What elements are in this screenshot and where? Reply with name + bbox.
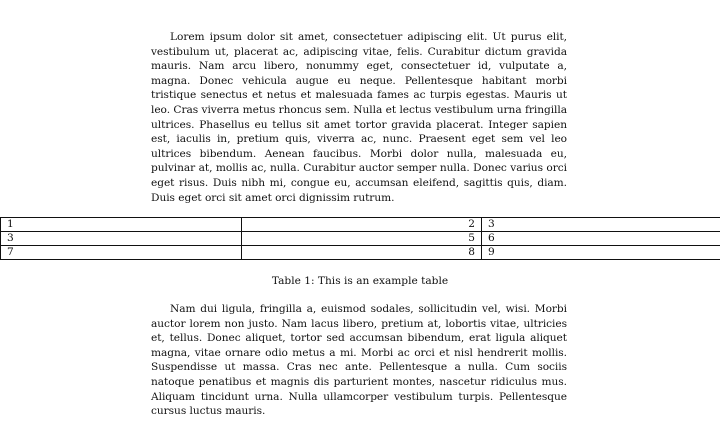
table-cell: 1: [1, 218, 242, 232]
table-cell: 5: [242, 232, 482, 246]
body-paragraph-1-text: Lorem ipsum dolor sit amet, consectetuer adipiscing elit. Ut purus elit, vestibulum ut, placerat ac, adipiscing vitae, felis. Curabitur dictum gravida mauris. Nam arcu libero, nonummy eget, consectetuer id, vulputate a, magna. Donec vehicula augue eu neque. Pellentesque habitant morbi tristique senectus et netus et malesuada fames ac turpis egestas. Mauris ut leo. Cras viverra metus rhoncus sem. Nulla et lectus vestibulum urna fringilla ultrices. Phasellus eu tellus sit amet tortor gravida placerat. Integer sapien est, iaculis in, pretium quis, viverra ac, nunc. Praesent eget sem vel leo ultrices bibendum. Aenean faucibus. Morbi dolor nulla, malesuada eu, pulvinar at, mollis ac, nulla. Curabitur auctor semper nulla. Donec varius orci eget risus. Duis nibh mi, congue eu, accumsan eleifend, sagittis quis, diam. Duis eget orci sit amet orci dignissim rutrum.: [151, 31, 567, 204]
table-cell: 2: [242, 218, 482, 232]
table-caption: Table 1: This is an example table: [271, 275, 449, 287]
table-cell: 8: [242, 246, 482, 260]
table-cell: 3: [1, 232, 242, 246]
table-cell: 7: [1, 246, 242, 260]
body-paragraph-1: [151, 30, 567, 205]
table-cell: 3: [482, 218, 720, 232]
body-paragraph-2: [151, 302, 567, 419]
body-paragraph-2-text: Nam dui ligula, fringilla a, euismod sodales, sollicitudin vel, wisi. Morbi auctor lorem non justo. Nam lacus libero, pretium at, lobortis vitae, ultricies et, tellus. Donec aliquet, tortor sed accumsan bibendum, erat ligula aliquet magna, vitae ornare odio metus a mi. Morbi ac orci et nisl hendrerit mollis. Suspendisse ut massa. Cras nec ante. Pellentesque a nulla. Cum sociis natoque penatibus et magnis dis parturient montes, nascetur ridiculus mus. Aliquam tincidunt urna. Nulla ullamcorper vestibulum turpis. Pellentesque cursus luctus mauris.: [151, 303, 567, 418]
table-row: [1, 232, 720, 246]
table-row: [1, 246, 720, 260]
table-row: [1, 218, 720, 232]
table-cell: 9: [482, 246, 720, 260]
table-cell: 6: [482, 232, 720, 246]
example-table: [0, 217, 720, 260]
